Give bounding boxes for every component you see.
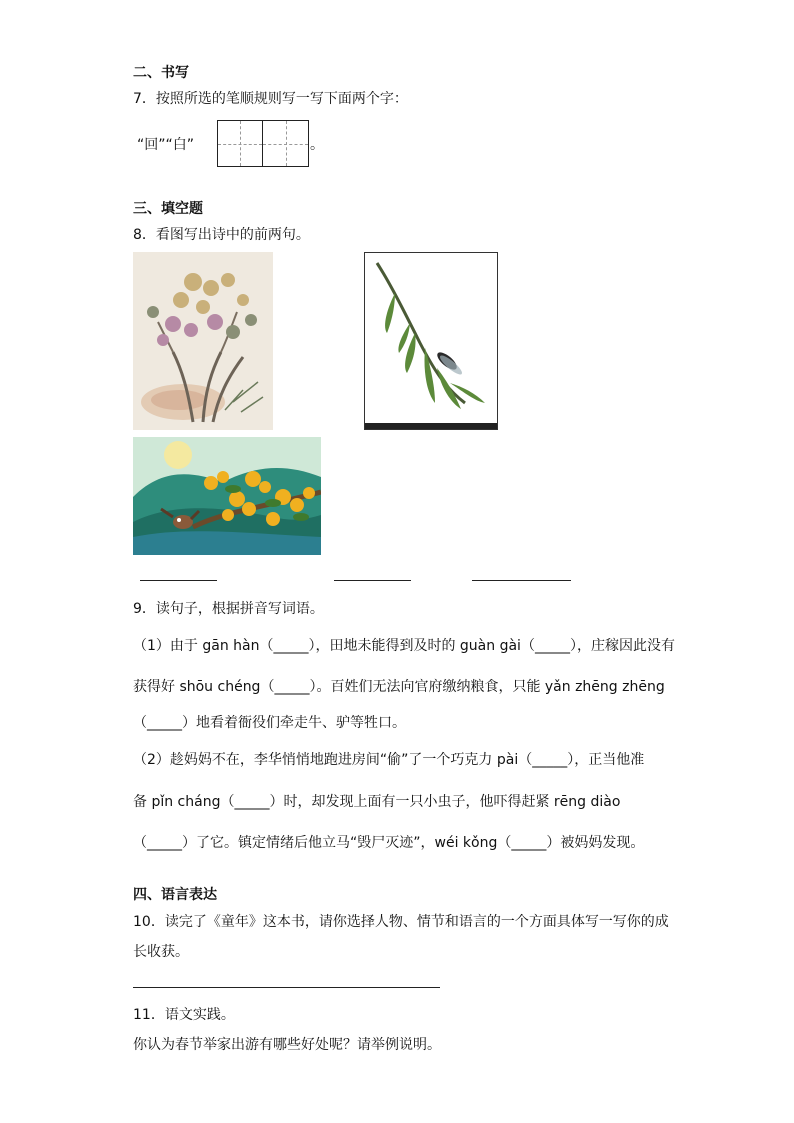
question-9-part1-line3: （_____）地看着衙役们牵走牛、驴等牲口。	[133, 715, 406, 731]
answer-line-1[interactable]	[140, 580, 217, 581]
question-10-line1: 10．读完了《童年》这本书，请你选择人物、情节和语言的一个方面具体写一写你的成	[133, 914, 669, 930]
section-heading-writing: 二、书写	[133, 65, 189, 81]
question-7-chars: “回”“白”	[137, 137, 195, 153]
question-11-prompt: 你认为春节举家出游有哪些好处呢？请举例说明。	[133, 1037, 441, 1053]
section-heading-fill-in: 三、填空题	[133, 201, 203, 217]
question-9-part1-line1: （1）由于 gān hàn（_____），田地未能得到及时的 guàn gài（_____），庄稼因此没有	[133, 638, 675, 654]
writing-grid[interactable]	[217, 120, 309, 167]
answer-line-10[interactable]	[133, 987, 440, 988]
question-9-part1-line2: 获得好 shōu chéng（_____）。百姓们无法向官府缴纳粮食，只能 yǎn zhēng zhēng	[133, 679, 665, 695]
writing-grid-cell[interactable]	[263, 121, 308, 166]
question-11-text: 11．语文实践。	[133, 1007, 235, 1023]
question-9-text: 9．读句子，根据拼音写词语。	[133, 601, 324, 617]
osmanthus-landscape-image	[133, 437, 321, 555]
chrysanthemum-painting-image	[133, 252, 273, 430]
answer-line-3[interactable]	[472, 580, 571, 581]
question-9-part2-line3: （_____）了它。镇定情绪后他立马“毁尸灭迹”，wéi kǒng（_____）被妈妈发现。	[133, 835, 645, 851]
question-10-line2: 长收获。	[133, 944, 189, 960]
writing-grid-cell[interactable]	[218, 121, 263, 166]
willow-cicada-image	[364, 252, 498, 430]
question-9-part2-line2: 备 pǐn cháng（_____）时，却发现上面有一只小虫子，他吓得赶紧 rēng diào	[133, 794, 621, 810]
question-9-part2-line1: （2）趁妈妈不在，李华悄悄地跑进房间“偷”了一个巧克力 pài（_____），正当他准	[133, 752, 645, 768]
question-7-period: 。	[310, 137, 324, 153]
answer-line-2[interactable]	[334, 580, 411, 581]
question-8-text: 8．看图写出诗中的前两句。	[133, 227, 310, 243]
section-heading-expression: 四、语言表达	[133, 887, 217, 903]
question-7-text: 7．按照所选的笔顺规则写一写下面两个字：	[133, 91, 408, 107]
